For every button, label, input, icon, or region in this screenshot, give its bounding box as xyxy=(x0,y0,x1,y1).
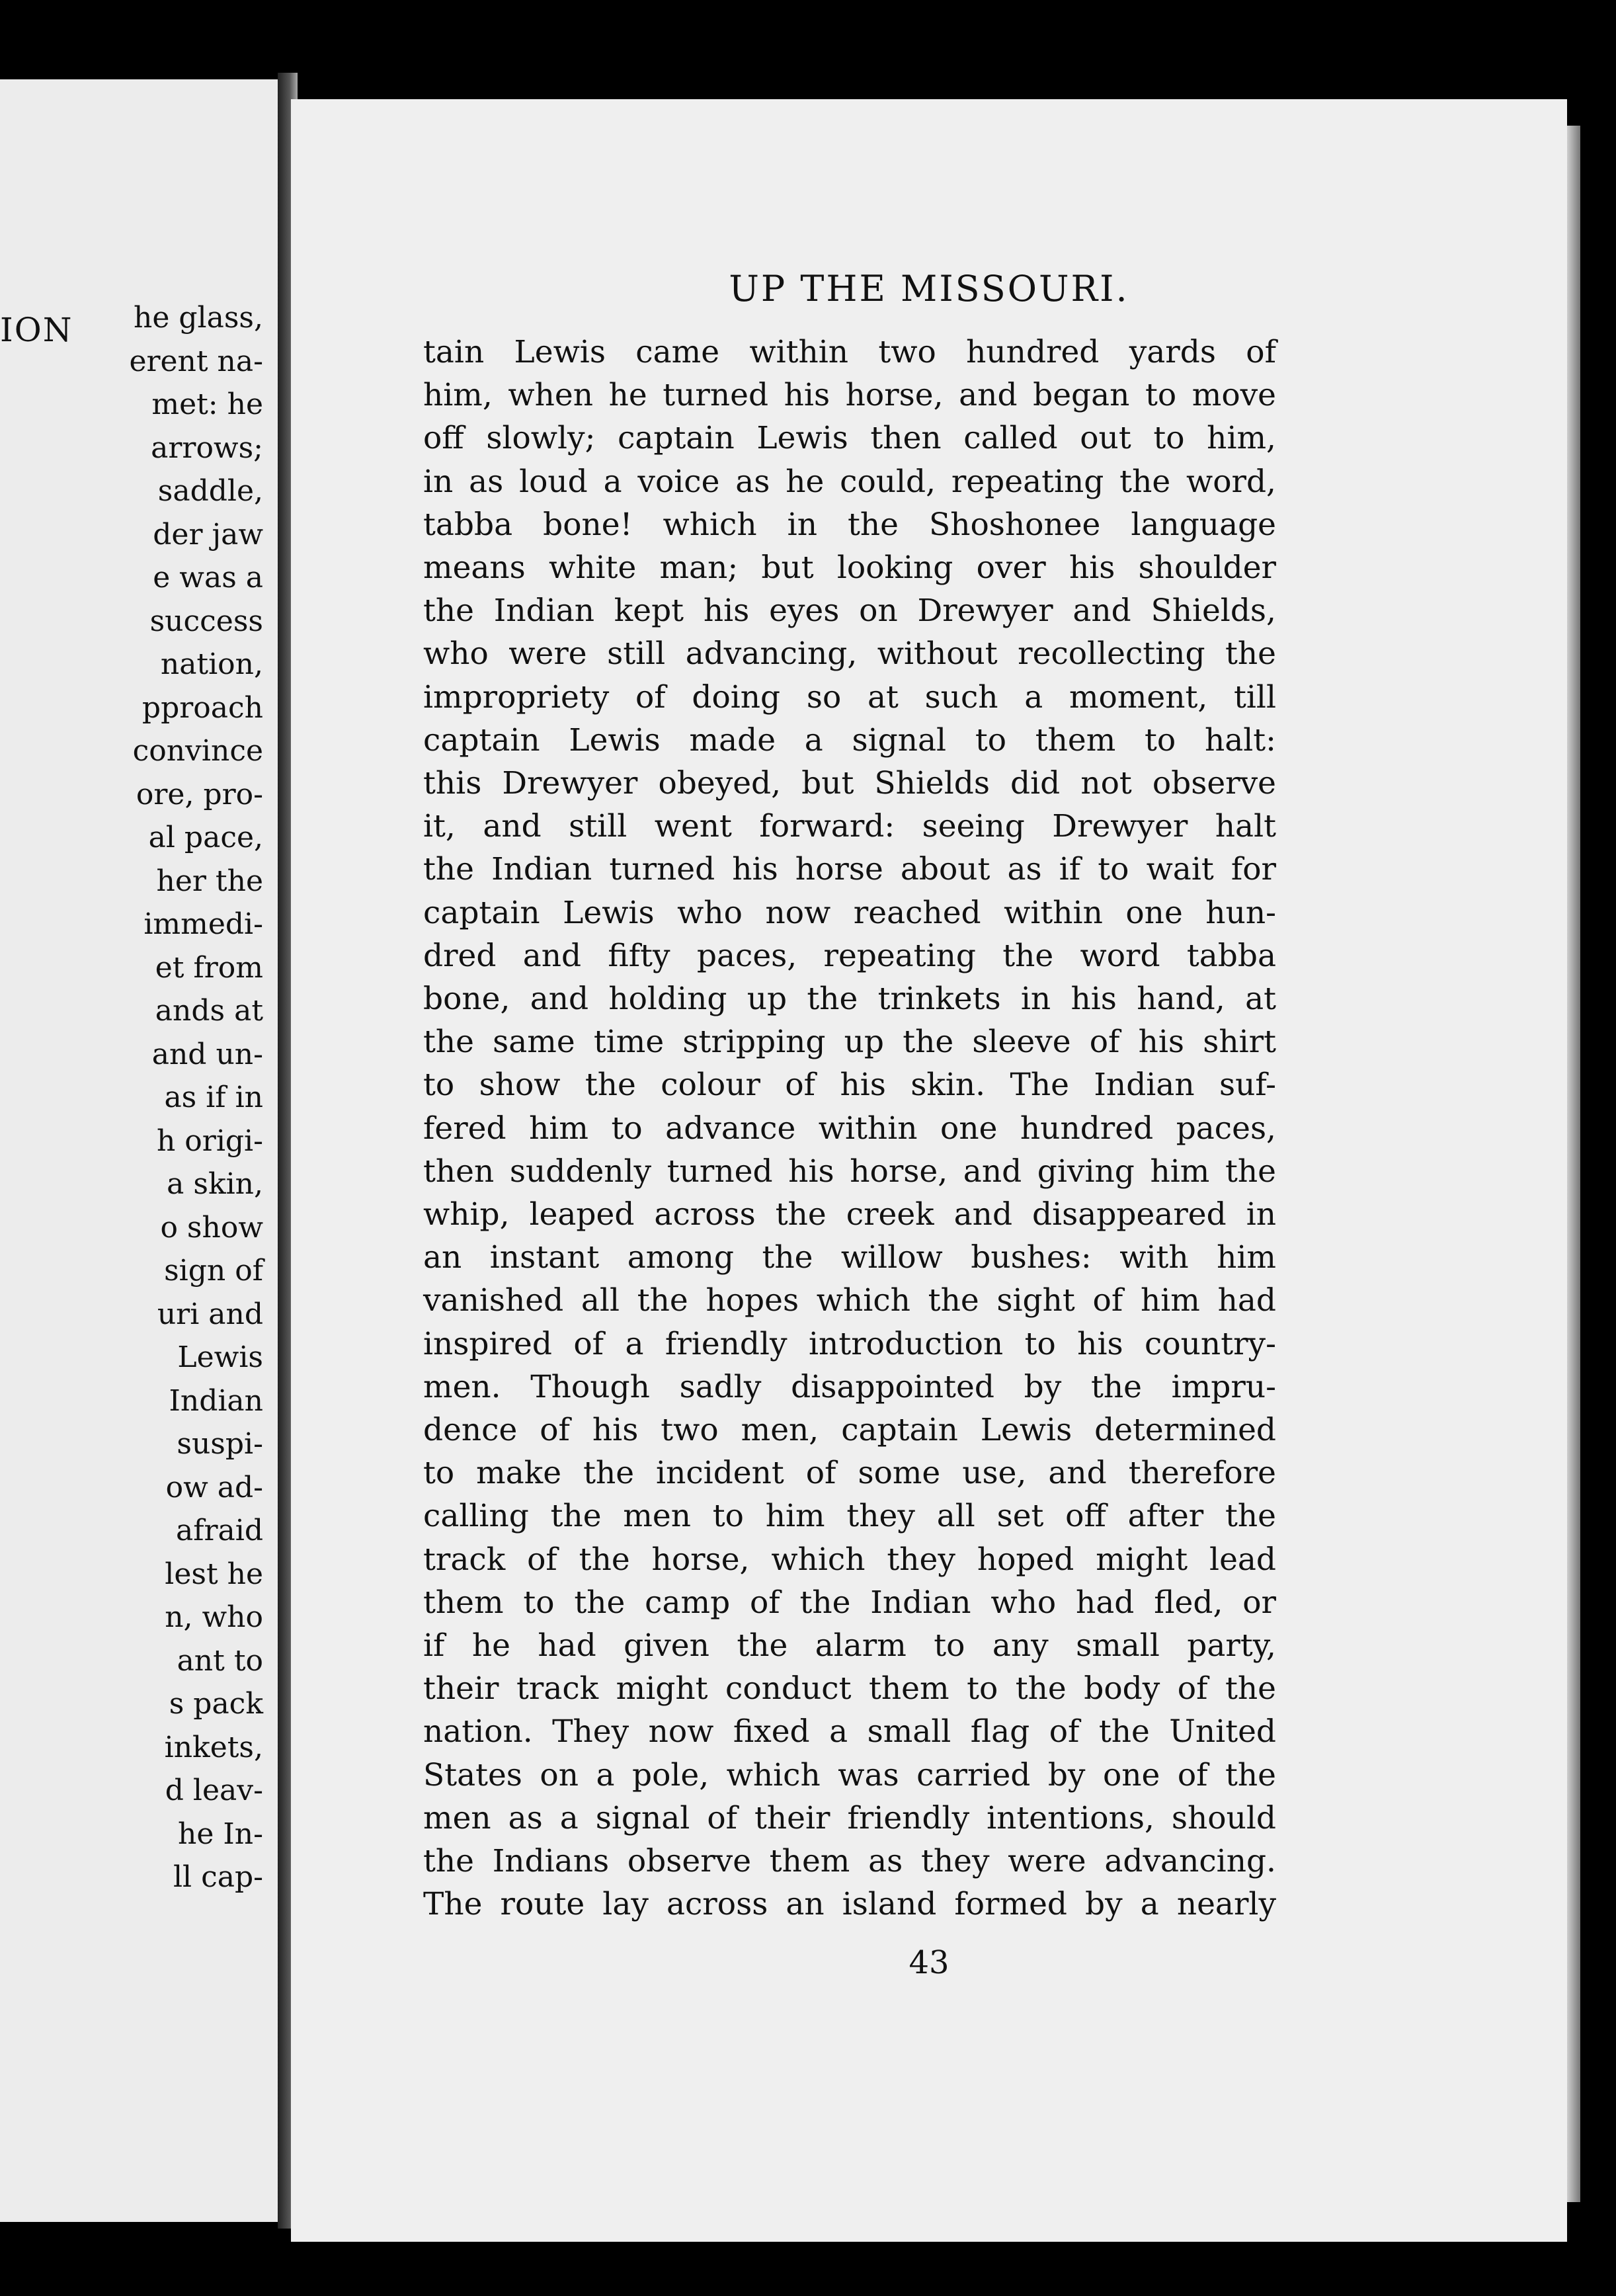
text-line: who were still advancing, without recollecting the xyxy=(423,636,1276,673)
left-text-line: o show xyxy=(160,1210,263,1245)
right-page xyxy=(291,99,1567,2242)
left-running-head: ION xyxy=(0,311,73,349)
left-text-line: pproach xyxy=(141,690,263,725)
left-text-line: e was a xyxy=(153,561,263,594)
text-line: this Drewyer obeyed, but Shields did not observe xyxy=(423,765,1276,801)
running-head: UP THE MISSOURI. xyxy=(729,268,1129,309)
text-line: captain Lewis who now reached within one hun- xyxy=(423,894,1276,931)
left-text-line: s pack xyxy=(169,1687,263,1721)
text-line: the same time stripping up the sleeve of his shirt xyxy=(423,1024,1276,1061)
text-line: dence of his two men, captain Lewis determined xyxy=(423,1412,1276,1448)
text-line: calling the men to him they all set off after the xyxy=(423,1498,1276,1535)
text-line: men. Though sadly disappointed by the impru- xyxy=(423,1368,1276,1405)
left-text-line: immedi- xyxy=(143,907,263,941)
text-line: States on a pole, which was carried by one of the xyxy=(423,1756,1276,1793)
left-text-line: h origi- xyxy=(156,1124,263,1158)
left-text-line: and un- xyxy=(151,1037,263,1071)
text-line: means white man; but looking over his shoulder xyxy=(423,550,1276,586)
text-line: nation. They now fixed a small flag of the United xyxy=(423,1713,1276,1750)
text-line: tabba bone! which in the Shoshonee language xyxy=(423,506,1276,543)
left-text-line: uri and xyxy=(157,1297,263,1331)
left-text-line: ore, pro- xyxy=(136,777,263,811)
text-line: track of the horse, which they hoped might lead xyxy=(423,1541,1276,1578)
left-page xyxy=(0,79,280,2222)
text-line: in as loud a voice as he could, repeating the word, xyxy=(423,463,1276,500)
left-text-line: Indian xyxy=(169,1383,263,1418)
text-line: The route lay across an island formed by a nearly xyxy=(423,1886,1276,1923)
left-text-line: ands at xyxy=(155,994,263,1028)
left-text-line: et from xyxy=(155,950,263,985)
text-line: the Indians observe them as they were advancing. xyxy=(423,1843,1276,1879)
left-text-line: arrows; xyxy=(151,430,263,465)
text-line: off slowly; captain Lewis then called out to him, xyxy=(423,420,1276,457)
text-line: if he had given the alarm to any small party, xyxy=(423,1627,1276,1664)
text-line: to show the colour of his skin. The Indian suf- xyxy=(423,1067,1276,1104)
left-text-line: ow ad- xyxy=(165,1470,263,1504)
left-text-line: nation, xyxy=(160,647,263,681)
text-line: then suddenly turned his horse, and giving him the xyxy=(423,1153,1276,1190)
left-text-line: al pace, xyxy=(148,821,263,854)
text-line: it, and still went forward: seeing Drewyer halt xyxy=(423,808,1276,845)
text-line: their track might conduct them to the body of the xyxy=(423,1670,1276,1707)
left-text-line: her the xyxy=(156,864,263,898)
page-edge xyxy=(1567,126,1580,2202)
text-line: inspired of a friendly introduction to his country- xyxy=(423,1325,1276,1362)
page-number: 43 xyxy=(909,1944,949,1981)
text-line: tain Lewis came within two hundred yards of xyxy=(423,334,1276,370)
text-line: an instant among the willow bushes: with him xyxy=(423,1239,1276,1276)
text-line: bone, and holding up the trinkets in his hand, at xyxy=(423,981,1276,1017)
left-text-line: met: he xyxy=(151,388,263,421)
left-text-line: lest he xyxy=(165,1557,263,1591)
left-text-line: der jaw xyxy=(153,517,263,552)
left-text-line: as if in xyxy=(164,1081,263,1114)
left-text-line: convince xyxy=(132,734,263,768)
left-text-line: inkets, xyxy=(164,1730,263,1764)
text-line: to make the incident of some use, and therefore xyxy=(423,1455,1276,1492)
text-line: impropriety of doing so at such a moment, till xyxy=(423,678,1276,716)
left-text-line: n, who xyxy=(165,1600,263,1634)
text-line: captain Lewis made a signal to them to halt: xyxy=(423,721,1276,758)
text-line: vanished all the hopes which the sight of him had xyxy=(423,1282,1276,1319)
left-text-line: suspi- xyxy=(177,1427,263,1461)
left-text-line: ll cap- xyxy=(173,1860,263,1894)
left-text-line: a skin, xyxy=(167,1167,263,1201)
left-text-line: saddle, xyxy=(157,474,263,508)
left-text-line: he glass, xyxy=(134,301,263,335)
left-text-line: afraid xyxy=(175,1514,263,1547)
left-text-line: success xyxy=(149,604,263,638)
left-text-line: sign of xyxy=(164,1254,263,1288)
text-line: dred and fifty paces, repeating the word tabba xyxy=(423,937,1276,974)
left-text-line: d leav- xyxy=(165,1774,263,1807)
left-text-line: erent na- xyxy=(129,344,263,378)
text-line: fered him to advance within one hundred paces, xyxy=(423,1110,1276,1147)
text-line: whip, leaped across the creek and disappeared in xyxy=(423,1196,1276,1233)
text-line: them to the camp of the Indian who had fled, or xyxy=(423,1584,1276,1621)
left-text-line: he In- xyxy=(178,1817,263,1851)
text-line: the Indian kept his eyes on Drewyer and Shields, xyxy=(423,593,1276,630)
left-text-line: Lewis xyxy=(177,1340,263,1374)
text-line: him, when he turned his horse, and began to move xyxy=(423,377,1276,414)
left-text-line: ant to xyxy=(177,1643,263,1678)
text-line: men as a signal of their friendly intentions, should xyxy=(423,1799,1276,1836)
text-line: the Indian turned his horse about as if to wait for xyxy=(423,851,1276,888)
